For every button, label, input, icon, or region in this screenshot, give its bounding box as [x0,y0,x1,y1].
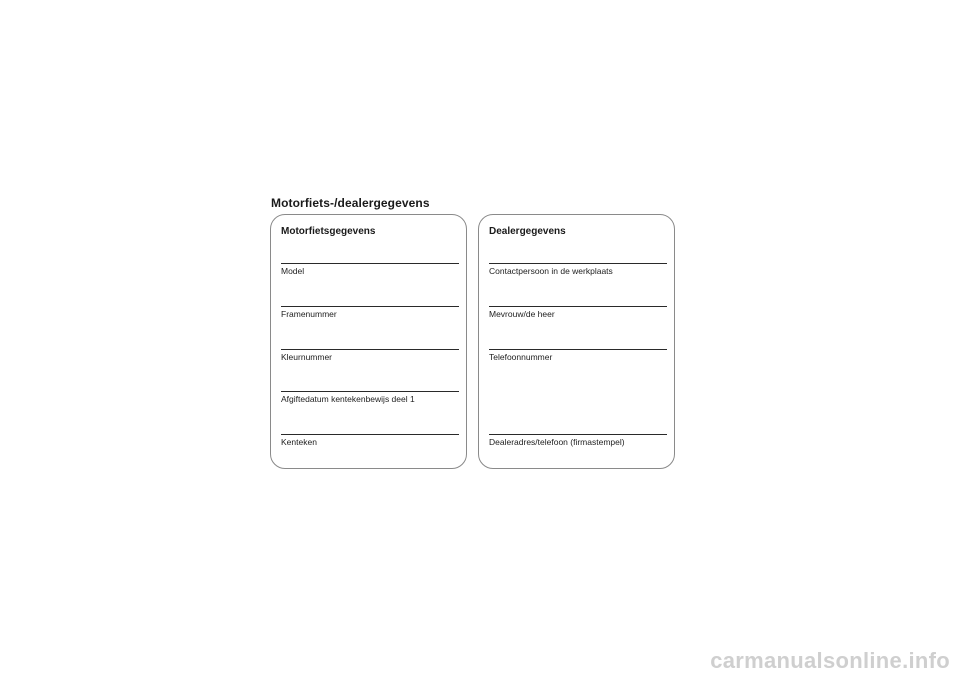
phone-number-line [489,349,667,350]
license-plate-label: Kenteken [281,437,317,447]
registration-date-line [281,391,459,392]
color-number-line [281,349,459,350]
salutation-field[interactable] [489,306,667,319]
dealer-address-label: Dealeradres/telefoon (firmastempel) [489,437,625,447]
page-title: Motorfiets-/dealergegevens [271,196,430,210]
model-line [281,263,459,264]
frame-number-field[interactable] [281,306,459,319]
dealer-card-title: Dealergegevens [489,226,566,237]
frame-number-label: Framenummer [281,309,337,319]
salutation-label: Mevrouw/de heer [489,309,555,319]
model-field[interactable] [281,263,459,276]
phone-number-field[interactable] [489,349,667,362]
frame-number-line [281,306,459,307]
dealer-data-card [478,214,675,469]
phone-number-label: Telefoonnummer [489,352,553,362]
workshop-contact-field[interactable] [489,263,667,276]
watermark: carmanualsonline.info [710,648,950,673]
motorcycle-card-title: Motorfietsgegevens [281,226,376,237]
workshop-contact-line [489,263,667,264]
salutation-line [489,306,667,307]
motorcycle-data-card [270,214,467,469]
license-plate-field[interactable] [281,434,459,447]
dealer-address-line [489,434,667,435]
workshop-contact-label: Contactpersoon in de werkplaats [489,266,613,276]
registration-date-label: Afgiftedatum kentekenbewijs deel 1 [281,394,415,404]
registration-date-field[interactable] [281,391,459,404]
color-number-field[interactable] [281,349,459,362]
model-label: Model [281,266,305,276]
dealer-address-field[interactable] [489,434,667,447]
license-plate-line [281,434,459,435]
color-number-label: Kleurnummer [281,352,333,362]
